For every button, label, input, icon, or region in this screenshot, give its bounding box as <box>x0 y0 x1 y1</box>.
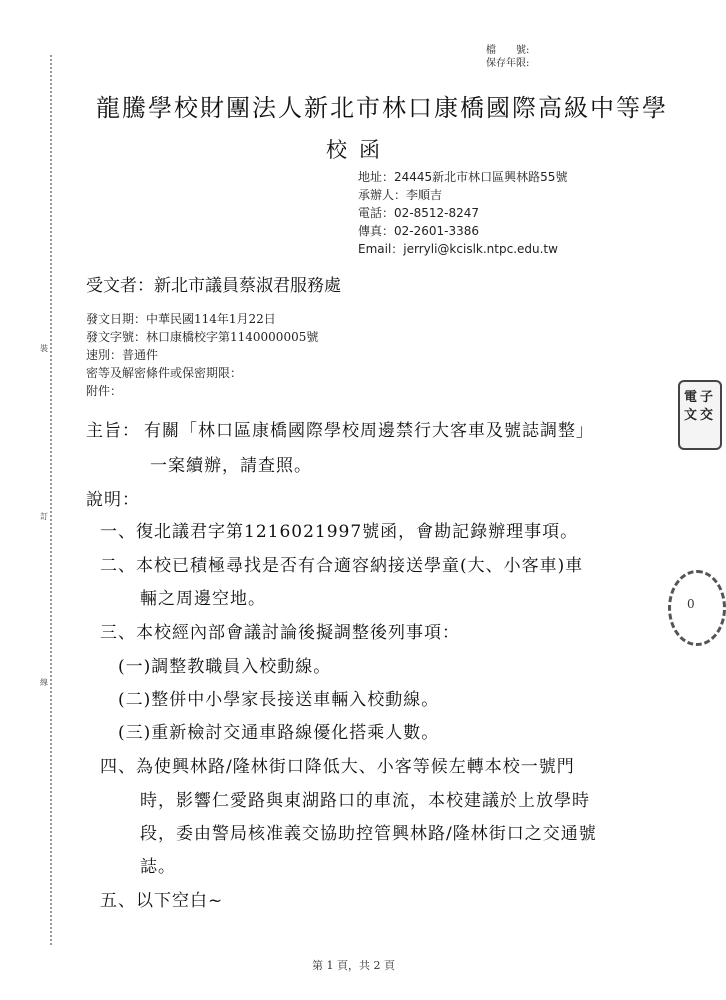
explanation-item-4-line-3: 段，委由警局核准義交協助控管興林路/隆林街口之交通號 <box>140 824 597 844</box>
seal-char-3: 文 <box>684 408 698 423</box>
retention-label: 保存年限: <box>486 58 530 69</box>
contact-email: Email：jerryli@kcislk.ntpc.edu.tw <box>358 242 558 256</box>
binding-mark-ding: 訂 <box>40 512 48 521</box>
explanation-sub-1: (一)調整教職員入校動線。 <box>118 657 332 677</box>
page-footer: 第 1 頁，共 2 頁 <box>312 959 395 972</box>
issue-date: 發文日期：中華民國114年1月22日 <box>86 312 276 326</box>
attachment: 附件： <box>86 384 123 398</box>
explanation-item-4-line-1: 四、為使興林路/隆林街口降低大、小客等候左轉本校一號門 <box>100 757 575 777</box>
contact-handler: 承辦人：李順吉 <box>358 188 443 202</box>
explanation-item-4-line-2: 時，影響仁愛路與東湖路口的車流，本校建議於上放學時 <box>140 791 590 811</box>
file-number-label: 檔 號: <box>486 45 530 56</box>
speed-class: 速別：普通件 <box>86 348 159 362</box>
explanation-item-2-line-2: 輛之周邊空地。 <box>140 589 266 609</box>
subject-line-2: 一案續辦，請查照。 <box>150 456 312 476</box>
seal-char-2: 子 <box>700 390 714 405</box>
document-number: 發文字號：林口康橋校字第1140000005號 <box>86 330 319 344</box>
circular-seal <box>668 570 726 646</box>
explanation-item-1: 一、復北議君字第1216021997號函，會勘記錄辦理事項。 <box>100 522 579 542</box>
explanation-label: 說明： <box>86 490 140 510</box>
contact-phone: 電話：02-8512-8247 <box>358 206 480 220</box>
document-type: 校函 <box>326 138 392 162</box>
explanation-sub-2: (二)整併中小學家長接送車輛入校動線。 <box>118 690 440 710</box>
organization-name: 龍騰學校財團法人新北市林口康橋國際高級中等學 <box>96 94 668 122</box>
binding-line <box>50 55 52 945</box>
explanation-item-4-line-4: 誌。 <box>140 857 176 877</box>
explanation-item-5: 五、以下空白~ <box>100 891 224 911</box>
subject-label: 主旨： <box>86 421 140 441</box>
contact-fax: 傳真：02-2601-3386 <box>358 224 480 238</box>
seal-char-4: 交 <box>700 408 714 423</box>
subject-line-1: 有關「林口區康橋國際學校周邊禁行大客車及號誌調整」 <box>144 421 594 441</box>
recipient: 受文者：新北市議員蔡淑君服務處 <box>86 276 341 296</box>
explanation-item-3: 三、本校經內部會議討論後擬調整後列事項： <box>100 623 460 643</box>
explanation-sub-3: (三)重新檢討交通車路線優化搭乘人數。 <box>118 723 440 743</box>
circular-seal-text: 0 <box>687 597 695 611</box>
seal-char-1: 電 <box>684 390 698 405</box>
binding-mark-xian: 線 <box>40 678 48 687</box>
secrecy-level: 密等及解密條件或保密期限： <box>86 366 243 380</box>
explanation-item-2-line-1: 二、本校已積極尋找是否有合適容納接送學童(大、小客車)車 <box>100 556 584 576</box>
electronic-document-seal <box>678 380 722 450</box>
contact-address: 地址：24445新北市林口區興林路55號 <box>358 170 568 184</box>
binding-mark-zhuang: 裝 <box>40 344 48 353</box>
